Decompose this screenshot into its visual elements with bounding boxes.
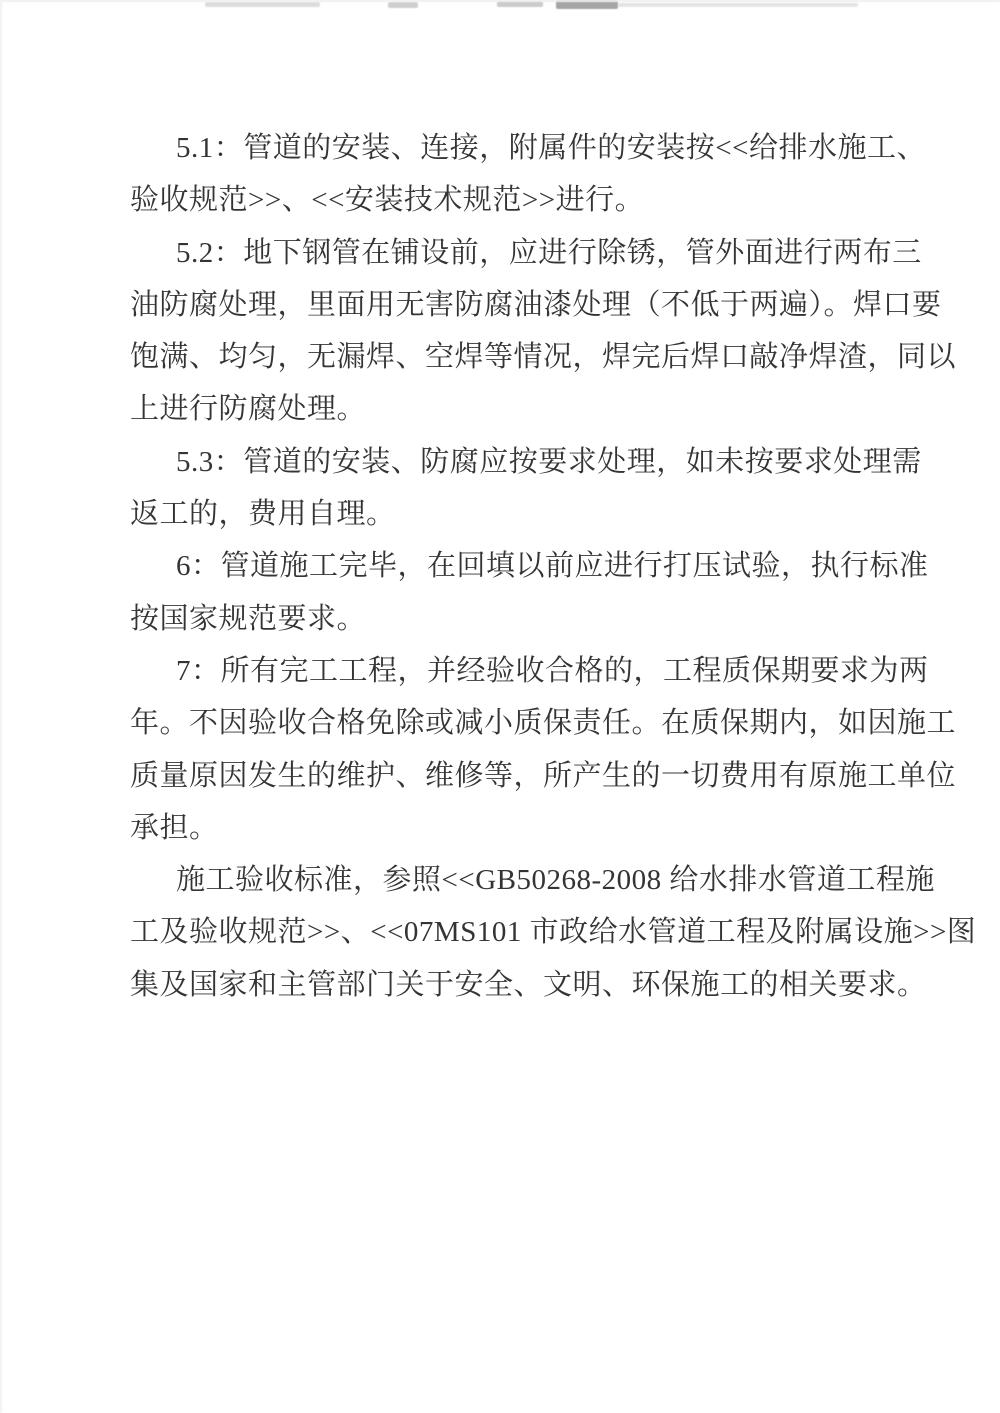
text-line: 7：所有完工工程，并经验收合格的，工程质保期要求为两 [176, 654, 929, 687]
text-line: 质量原因发生的维护、维修等，所产生的一切费用有原施工单位 [130, 759, 957, 792]
text-line: 油防腐处理，里面用无害防腐油漆处理（不低于两遍）。焊口要 [130, 288, 942, 321]
text-line: 上进行防腐处理。 [130, 393, 367, 426]
text-line: 施工验收标准，参照<<GB50268-2008 给水排水管道工程施 [176, 864, 935, 897]
text-line: 6：管道施工完毕，在回填以前应进行打压试验，执行标准 [176, 550, 929, 583]
text-line: 工及验收规范>>、<<07MS101 市政给水管道工程及附属设施>>图 [130, 916, 977, 949]
scan-edge-line-top [0, 0, 1000, 2]
scan-smudge [205, 2, 320, 7]
text-line: 验收规范>>、<<安装技术规范>>进行。 [130, 184, 645, 217]
scan-smudge [388, 2, 418, 8]
text-line: 5.1：管道的安装、连接，附属件的安装按<<给排水施工、 [176, 132, 926, 164]
text-line: 5.2：地下钢管在铺设前，应进行除锈，管外面进行两布三 [176, 236, 922, 269]
text-line: 年。不因验收合格免除或减小质保责任。在质保期内，如因施工 [130, 707, 957, 740]
text-line: 5.3：管道的安装、防腐应按要求处理，如未按要求处理需 [176, 445, 922, 478]
text-line: 按国家规范要求。 [130, 602, 367, 635]
scan-smudge [618, 3, 858, 7]
document-text [130, 122, 977, 1011]
text-line: 返工的，费用自理。 [130, 498, 396, 531]
text-line: 承担。 [130, 811, 219, 844]
text-line: 集及国家和主管部门关于安全、文明、环保施工的相关要求。 [130, 968, 927, 1001]
text-line: 饱满、均匀，无漏焊、空焊等情况，焊完后焊口敲净焊渣，同以 [130, 341, 957, 374]
scan-edge-line-left [0, 0, 2, 1413]
